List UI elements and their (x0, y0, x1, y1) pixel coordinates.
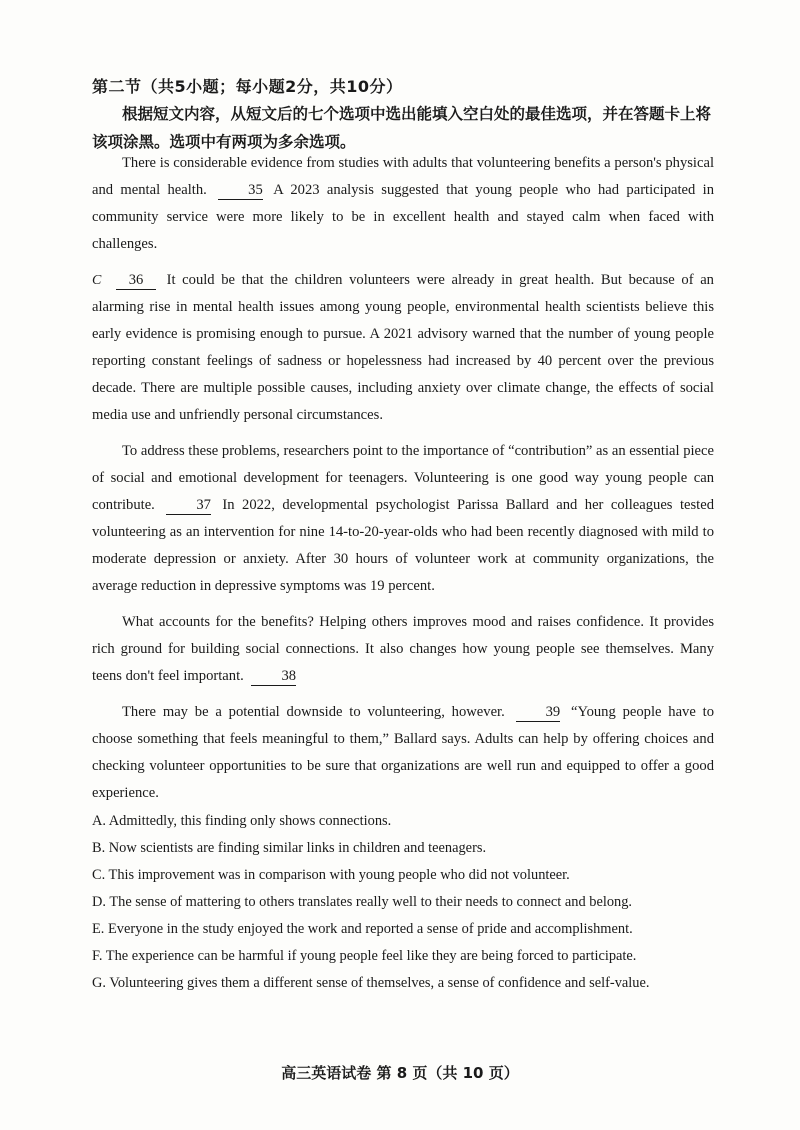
page-footer: 高三英语试卷 第 8 页（共 10 页） (281, 1064, 519, 1082)
option-a: A. Admittedly, this finding only shows connections. (92, 813, 392, 829)
paragraph-1-text-before: There is considerable evidence from studies with adults that volunteering benefits a person's physical and mental health. (92, 155, 714, 198)
option-c: C. This improvement was in comparison with young people who did not volunteer. (92, 867, 570, 883)
paragraph-5-text-after: “Young people have to choose something that feels meaningful to them,” Ballard says. Adults can help by offering choices and checking volunteer opportunities to be sure that organizations are well run and equipped to offer a good experience. (92, 704, 714, 801)
option-b: B. Now scientists are finding similar links in children and teenagers. (92, 840, 487, 856)
paragraph-4 (92, 609, 714, 690)
blank-39: 39 (516, 703, 561, 722)
blank-36: 36 (116, 271, 156, 290)
instruction-text: 根据短文内容，从短文后的七个选项中选出能填入空白处的最佳选项，并在答题卡上将该项涂黑。选项中有两项为多余选项。 (92, 105, 712, 151)
paragraph-3-text-before: To address these problems, researchers point to the importance of “contribution” as an essential piece of social and emotional development for teenagers. Volunteering is one good way young people can contribute. (92, 443, 714, 513)
reading-passage (92, 150, 714, 816)
option-g: G. Volunteering gives them a different sense of themselves, a sense of confidence and self-value. (92, 975, 650, 991)
paragraph-2-text-after: It could be that the children volunteers were already in great health. But because of an alarming rise in mental health issues among young people, environmental health scientists believe this early evidence is promising enough to pursue. A 2021 advisory warned that the number of young people reporting constant feelings of sadness or hopelessness had increased by 40 percent over the previous decade. There are multiple possible causes, including anxiety over climate change, the effects of social media use and unfriendly personal circumstances. (92, 272, 714, 423)
paragraph-3-text-after: In 2022, developmental psychologist Parissa Ballard and her colleagues tested volunteering as an intervention for nine 14-to-20-year-olds who had been recently diagnosed with mild to moderate depression or anxiety. After 30 hours of volunteer work at community organizations, the average reduction in depressive symptoms was 19 percent. (92, 497, 714, 594)
blank-35: 35 (218, 181, 263, 200)
option-d: D. The sense of mattering to others translates really well to their needs to connect and belong. (92, 894, 633, 910)
option-e: E. Everyone in the study enjoyed the work and reported a sense of pride and accomplishment. (92, 921, 633, 937)
paragraph-1-text-after: A 2023 analysis suggested that young people who had participated in community service were more likely to be in excellent health and stayed calm when faced with challenges. (92, 182, 714, 252)
paragraph-4-text-before: What accounts for the benefits? Helping others improves mood and raises confidence. It provides rich ground for building social connections. It also changes how young people see themselves. Many teens don't feel important. (92, 614, 714, 684)
section-title: 第二节（共5小题；每小题2分，共10分） (92, 77, 403, 96)
paragraph-5 (92, 699, 714, 807)
paragraph-2 (92, 267, 714, 429)
paragraph-5-text-before: There may be a potential downside to volunteering, however. (122, 704, 505, 720)
paragraph-1 (92, 150, 714, 258)
option-f: F. The experience can be harmful if young people feel like they are being forced to participate. (92, 948, 637, 964)
blank-38: 38 (251, 667, 296, 686)
answer-options (92, 808, 722, 997)
handwritten-answer-mark: C (92, 273, 102, 288)
blank-37: 37 (166, 496, 211, 515)
paragraph-3 (92, 438, 714, 600)
